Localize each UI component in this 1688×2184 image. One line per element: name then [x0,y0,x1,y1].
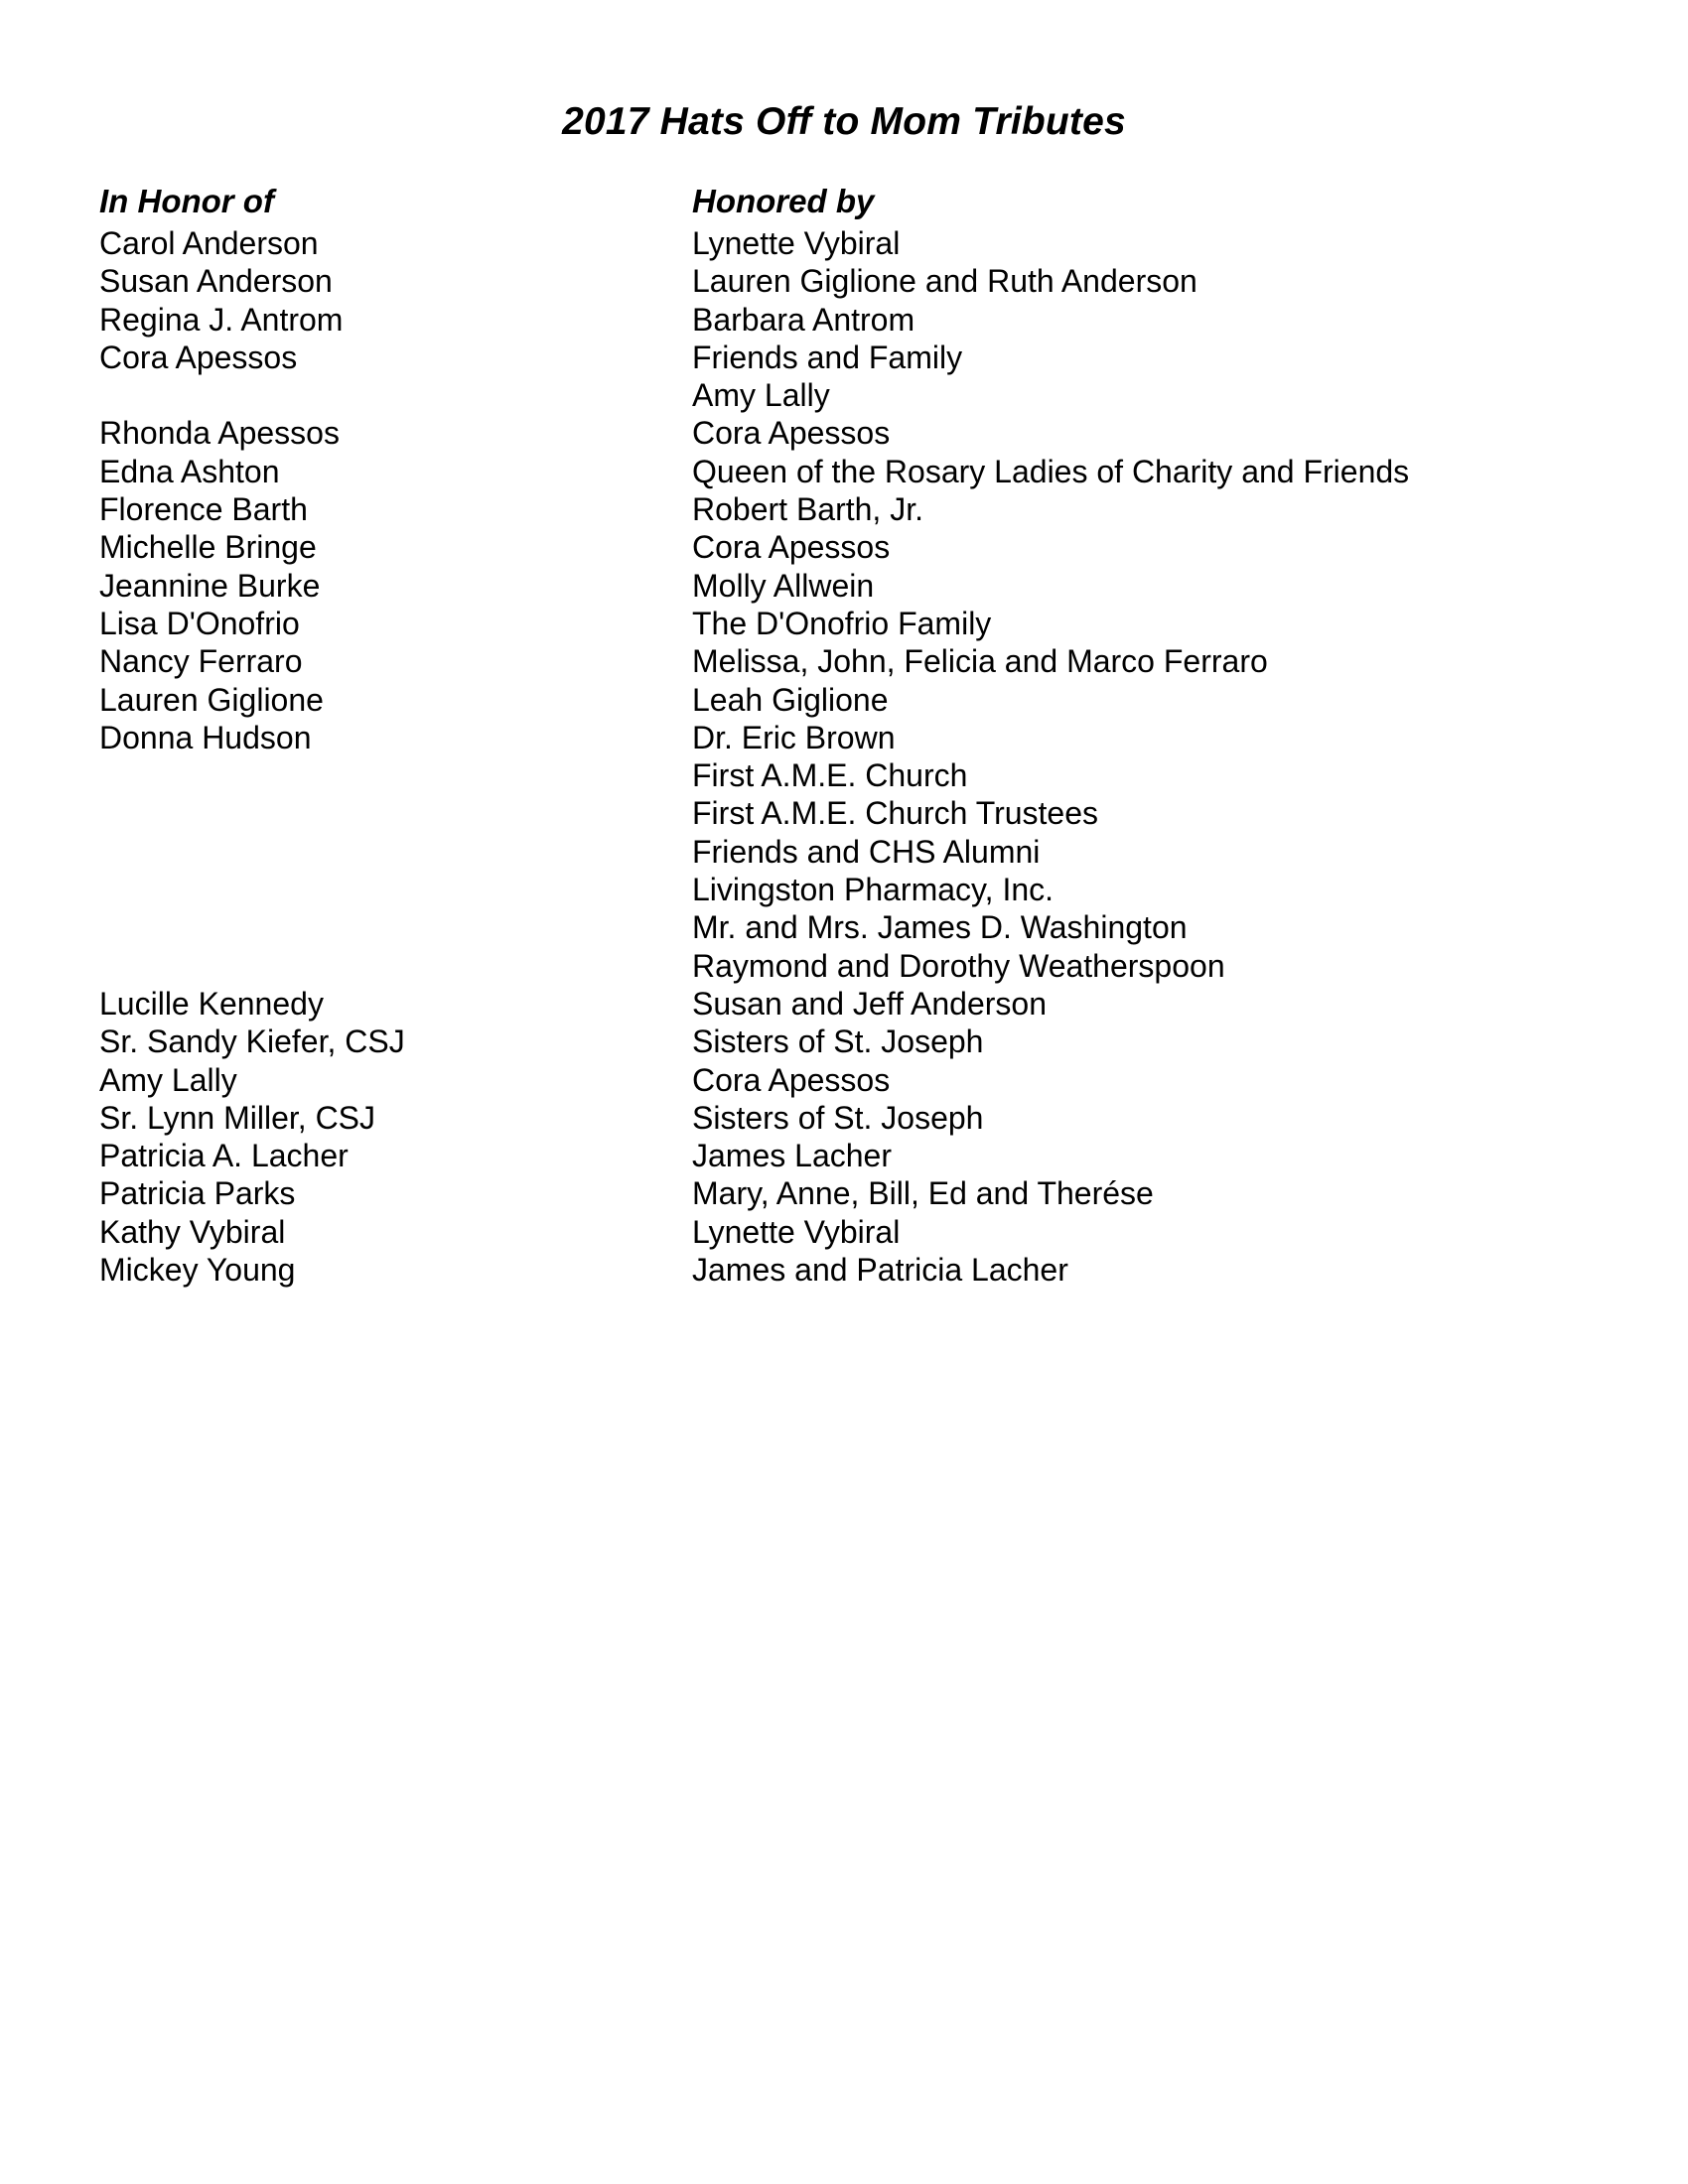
honoree-list [99,224,675,1289]
honored-by-entry: Amy Lally [692,377,830,414]
honored-by-entry: Mr. and Mrs. James D. Washington [692,909,1188,946]
honoree-entry: Patricia Parks [99,1175,296,1212]
honored-by-entry: The D'Onofrio Family [692,605,992,641]
honored-by-entry: Robert Barth, Jr. [692,491,923,528]
honored-by-entry: Barbara Antrom [692,301,915,338]
honored-by-entry: First A.M.E. Church [692,757,968,794]
honoree-entry: Michelle Bringe [99,529,317,566]
honored-by-column [692,179,1645,1289]
honored-by-entry: Lynette Vybiral [692,1213,901,1250]
in-honor-of-column [99,179,675,1289]
honored-by-entry: Friends and CHS Alumni [692,833,1041,870]
honoree-entry [99,376,675,414]
honoree-entry: Kathy Vybiral [99,1213,286,1250]
honoree-entry [99,871,675,908]
honored-by-entry: Mary, Anne, Bill, Ed and Therése [692,1175,1154,1212]
honoree-entry: Nancy Ferraro [99,643,303,680]
honored-by-list [692,224,1645,1289]
honored-by-entry: Lauren Giglione and Ruth Anderson [692,263,1197,300]
honored-by-entry: Sisters of St. Joseph [692,1024,984,1060]
honored-by-header: Honored by [692,183,875,219]
honored-by-entry: Cora Apessos [692,1061,891,1098]
honored-by-entry: First A.M.E. Church Trustees [692,795,1098,832]
honoree-entry: Rhonda Apessos [99,415,340,452]
page-title: 2017 Hats Off to Mom Tributes [562,100,1126,143]
honored-by-entry: Melissa, John, Felicia and Marco Ferraro [692,643,1268,680]
honored-by-entry: Cora Apessos [692,529,891,566]
honoree-entry: Florence Barth [99,491,308,528]
honored-by-entry: Cora Apessos [692,415,891,452]
honored-by-entry: James and Patricia Lacher [692,1252,1068,1289]
honoree-entry: Lucille Kennedy [99,985,324,1022]
honoree-entry: Sr. Lynn Miller, CSJ [99,1099,376,1136]
honoree-entry: Carol Anderson [99,225,319,261]
honored-by-entry: Lynette Vybiral [692,225,901,261]
honoree-entry [99,794,675,832]
in-honor-of-header: In Honor of [99,183,274,219]
honored-by-entry: Molly Allwein [692,567,875,604]
honored-by-entry: Friends and Family [692,339,963,375]
honoree-entry: Amy Lally [99,1061,237,1098]
honored-by-entry: Sisters of St. Joseph [692,1099,984,1136]
honoree-entry [99,908,675,946]
honoree-entry: Regina J. Antrom [99,301,344,338]
honored-by-entry: Leah Giglione [692,681,889,718]
honored-by-entry: Raymond and Dorothy Weatherspoon [692,947,1225,984]
honoree-entry: Edna Ashton [99,453,280,489]
honoree-entry: Cora Apessos [99,339,298,375]
honored-by-entry: Queen of the Rosary Ladies of Charity and Friends [692,453,1410,489]
honoree-entry: Donna Hudson [99,719,312,755]
honoree-entry [99,756,675,794]
honored-by-entry: James Lacher [692,1138,892,1174]
honoree-entry [99,833,675,871]
honoree-entry: Mickey Young [99,1252,296,1289]
honoree-entry: Lisa D'Onofrio [99,605,300,641]
honoree-entry [99,947,675,985]
honored-by-entry: Livingston Pharmacy, Inc. [692,872,1055,908]
honoree-entry: Lauren Giglione [99,681,324,718]
honoree-entry: Patricia A. Lacher [99,1138,349,1174]
honoree-entry: Jeannine Burke [99,567,321,604]
honoree-entry: Susan Anderson [99,263,333,300]
honored-by-entry: Susan and Jeff Anderson [692,985,1048,1022]
honoree-entry: Sr. Sandy Kiefer, CSJ [99,1024,405,1060]
honored-by-entry: Dr. Eric Brown [692,719,896,755]
